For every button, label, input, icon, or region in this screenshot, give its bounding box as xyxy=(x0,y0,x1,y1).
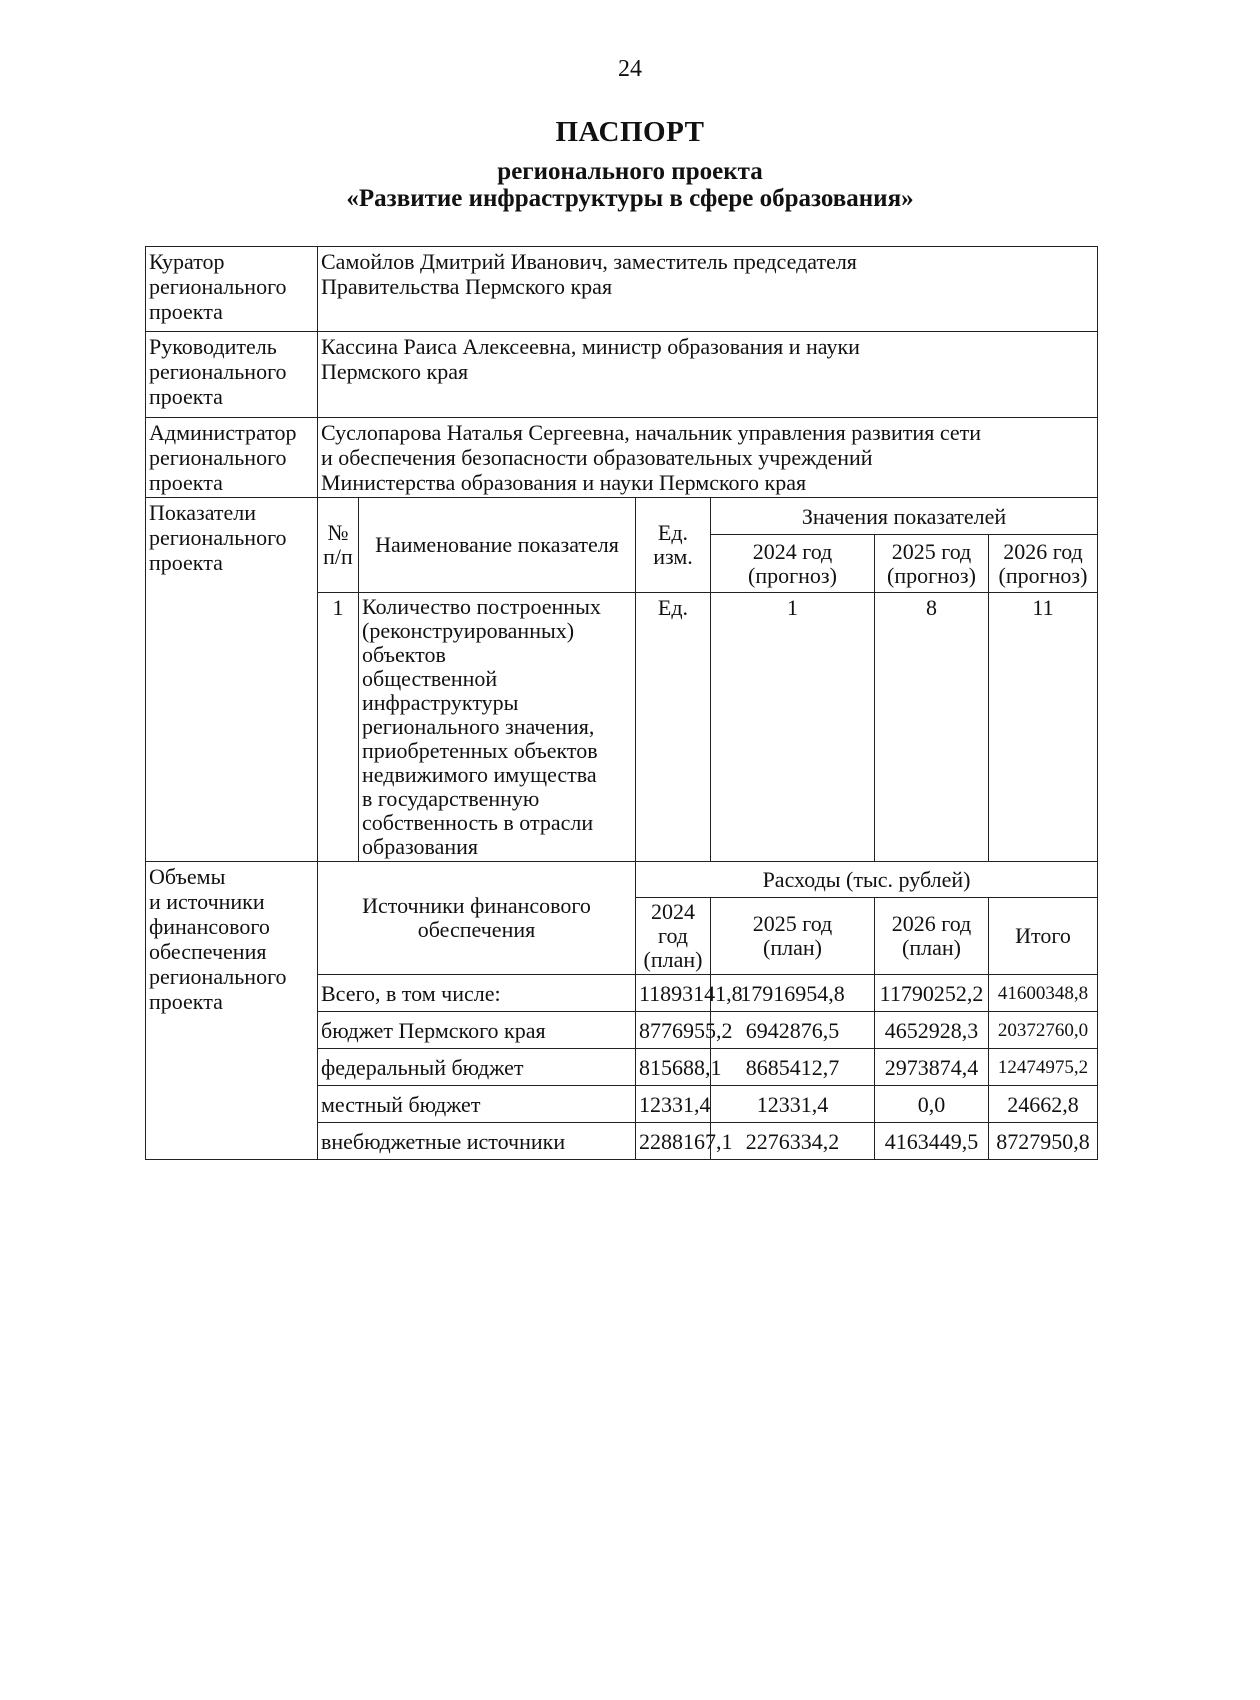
head-row xyxy=(146,332,1098,418)
indicator-value-2026: 11 xyxy=(989,593,1098,862)
finance-value-2024: 2288167,1 xyxy=(636,1123,711,1160)
finance-value-total: 20372760,0 xyxy=(989,1012,1098,1049)
indicators-unit-header: Ед. изм. xyxy=(636,498,711,593)
finance-year-2024-header: 2024 год (план) xyxy=(636,898,711,975)
indicator-value-2024: 1 xyxy=(711,593,875,862)
curator-label: Куратор регионального проекта xyxy=(146,247,318,332)
finance-header-row-1 xyxy=(146,862,1098,898)
finance-source: внебюджетные источники xyxy=(318,1123,636,1160)
finance-source: местный бюджет xyxy=(318,1086,636,1123)
head-label: Руководитель регионального проекта xyxy=(146,332,318,418)
finance-value-2025: 8685412,7 xyxy=(711,1049,875,1086)
finance-value-total: 12474975,2 xyxy=(989,1049,1098,1086)
finance-value-2025: 17916954,8 xyxy=(711,975,875,1012)
finance-value-2024: 11893141,8 xyxy=(636,975,711,1012)
subtitle-line-2: «Развитие инфраструктуры в сфере образования» xyxy=(346,185,914,212)
finance-value-2026: 4652928,3 xyxy=(875,1012,989,1049)
finance-value-2026: 0,0 xyxy=(875,1086,989,1123)
indicator-name: Количество построенных (реконструированных) объектов общественной инфраструктуры регионального значения, приобретенных объектов недвижимого имущества в государственную собственность в отрасли образования xyxy=(359,593,636,862)
finance-source: Всего, в том числе: xyxy=(318,975,636,1012)
finance-value-total: 8727950,8 xyxy=(989,1123,1098,1160)
finance-value-2024: 12331,4 xyxy=(636,1086,711,1123)
curator-value: Самойлов Дмитрий Иванович, заместитель председателя Правительства Пермского края xyxy=(318,247,1098,332)
indicators-year-2024-header: 2024 год (прогноз) xyxy=(711,535,875,593)
subtitle-line-1: регионального проекта xyxy=(497,158,763,185)
finance-expenses-header: Расходы (тыс. рублей) xyxy=(636,862,1098,898)
finance-value-2025: 12331,4 xyxy=(711,1086,875,1123)
indicators-header-row-1 xyxy=(146,498,1098,535)
finance-year-2026-header: 2026 год (план) xyxy=(875,898,989,975)
indicator-number: 1 xyxy=(318,593,359,862)
finance-value-2024: 815688,1 xyxy=(636,1049,711,1086)
indicators-year-2025-header: 2025 год (прогноз) xyxy=(875,535,989,593)
finance-source: федеральный бюджет xyxy=(318,1049,636,1086)
head-value: Кассина Раиса Алексеевна, министр образования и науки Пермского края xyxy=(318,332,1098,418)
finance-source: бюджет Пермского края xyxy=(318,1012,636,1049)
administrator-label: Администратор регионального проекта xyxy=(146,418,318,498)
administrator-row xyxy=(146,418,1098,498)
finance-year-2025-header: 2025 год (план) xyxy=(711,898,875,975)
page-number: 24 xyxy=(618,56,642,82)
indicators-label: Показатели регионального проекта xyxy=(146,498,318,862)
indicators-values-header: Значения показателей xyxy=(711,498,1098,535)
finance-value-2025: 2276334,2 xyxy=(711,1123,875,1160)
finance-value-2025: 6942876,5 xyxy=(711,1012,875,1049)
document-subtitle xyxy=(0,158,1260,212)
finance-label: Объемы и источники финансового обеспечения регионального проекта xyxy=(146,862,318,1160)
document-title: ПАСПОРТ xyxy=(555,116,705,148)
administrator-value: Суслопарова Наталья Сергеевна, начальник управления развития сети и обеспечения безопасности образовательных учреждений Министерства образования и науки Пермского края xyxy=(318,418,1098,498)
indicators-name-header: Наименование показателя xyxy=(359,498,636,593)
indicator-value-2025: 8 xyxy=(875,593,989,862)
finance-source-header: Источники финансового обеспечения xyxy=(318,862,636,975)
finance-value-total: 41600348,8 xyxy=(989,975,1098,1012)
finance-value-2026: 11790252,2 xyxy=(875,975,989,1012)
finance-total-header: Итого xyxy=(989,898,1098,975)
indicators-number-header: № п/п xyxy=(318,498,359,593)
indicators-year-2026-header: 2026 год (прогноз) xyxy=(989,535,1098,593)
finance-value-2024: 8776955,2 xyxy=(636,1012,711,1049)
passport-table xyxy=(145,246,1098,1160)
curator-row xyxy=(146,247,1098,332)
finance-value-total: 24662,8 xyxy=(989,1086,1098,1123)
finance-value-2026: 4163449,5 xyxy=(875,1123,989,1160)
indicator-unit: Ед. xyxy=(636,593,711,862)
finance-value-2026: 2973874,4 xyxy=(875,1049,989,1086)
